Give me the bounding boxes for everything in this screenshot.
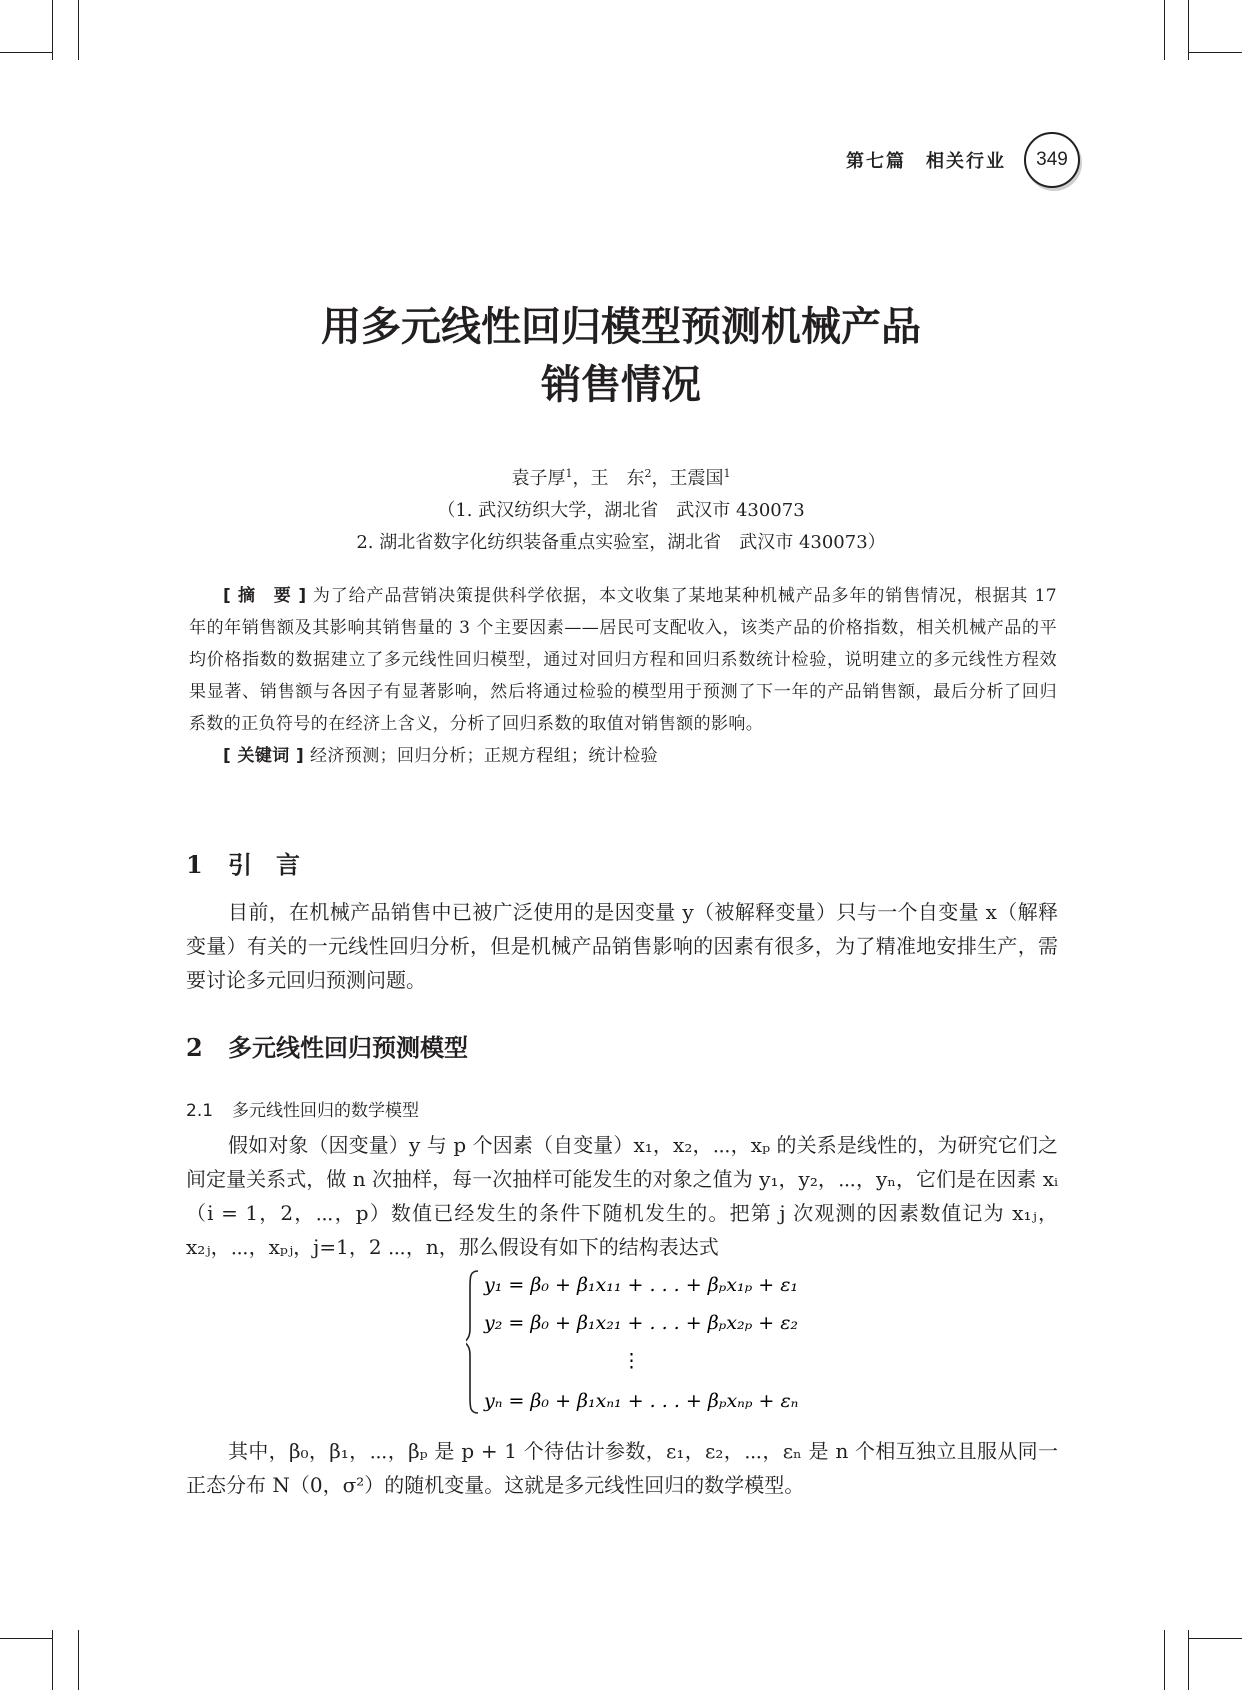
equation-row-n: yₙ = β₀ + β₁xₙ₁ + . . . + βₚxₙₚ + εₙ (484, 1390, 799, 1412)
keywords-line (189, 740, 1057, 772)
crop-mark-tl-v (52, 0, 53, 60)
authors-block (0, 458, 1242, 559)
abstract (189, 580, 1057, 772)
title-line-1: 用多元线性回归模型预测机械产品 (321, 304, 921, 350)
abstract-text: 为了给产品营销决策提供科学依据，本文收集了某地某种机械产品多年的销售情况，根据其 17 年的年销售额及其影响其销售量的 3 个主要因素——居民可支配收入，该类产品的价格指数，相关机械产品的平均价格指数的数据建立了多元线性回归模型，通过对回归方程和回归系数统计检验，说明建立的多元线性方程效果显著、销售额与各因子有显著影响，然后将通过检验的模型用于预测了下一年的产品销售额，最后分析了回归系数的正负符号的在经济上含义，分析了回归系数的取值对销售额的影响。 (189, 586, 1057, 734)
crop-mark-bl-v2 (78, 1630, 79, 1690)
abstract-label: [ 摘 要 ] (223, 586, 307, 606)
section-2-1-after-equation (186, 1434, 1058, 1502)
keywords-label: [ 关键词 ] (223, 746, 305, 766)
crop-mark-tl-v2 (78, 0, 79, 60)
section-2-1-after-paragraph: 其中，β₀，β₁，⋯，βₚ 是 p + 1 个待估计参数，ε₁，ε₂，⋯，εₙ 是 n 个相互独立且服从同一正态分布 N（0，σ²）的随机变量。这就是多元线性回归的数学模型。 (186, 1439, 1058, 1497)
page-number: 349 (1024, 132, 1080, 188)
section-1-body (186, 895, 1058, 997)
crop-mark-br-v2 (1188, 1630, 1189, 1690)
article-title (0, 298, 1242, 414)
title-line-2: 销售情况 (541, 362, 701, 408)
crop-mark-tr-h (1188, 52, 1242, 53)
section-2-1-paragraph: 假如对象（因变量）y 与 p 个因素（自变量）x₁，x₂，⋯，xₚ 的关系是线性的，为研究它们之间定量关系式，做 n 次抽样，每一次抽样可能发生的对象之值为 y₁，y₂，⋯，yₙ，它们是在因素 xᵢ（i = 1，2，⋯，p）数值已经发生的条件下随机发生的。把第 j 次观测的因素数值记为 x₁ⱼ，x₂ⱼ，⋯，xₚⱼ，j=1，2 ⋯，n，那么假设有如下的结构表达式 (186, 1133, 1058, 1259)
section-2-1-body (186, 1128, 1058, 1264)
keywords-text: 经济预测；回归分析；正规方程组；统计检验 (310, 746, 658, 766)
section-label: 第七篇 相关行业 (846, 151, 1006, 172)
section-1-paragraph: 目前，在机械产品销售中已被广泛使用的是因变量 y（被解释变量）只与一个自变量 x（解释变量）有关的一元线性回归分析，但是机械产品销售影响的因素有很多，为了精准地安排生产，需要讨论多元回归预测问题。 (186, 900, 1058, 992)
equation-row-ellipsis: ⋮ (622, 1350, 641, 1372)
section-2-heading: 2 多元线性回归预测模型 (186, 1033, 468, 1062)
equation-left-brace (466, 1271, 478, 1413)
crop-mark-bl-h (0, 1638, 52, 1639)
crop-mark-bl-v (52, 1630, 53, 1690)
regression-equation-system (466, 1267, 826, 1417)
crop-mark-tl-h (0, 52, 52, 53)
affiliation-1: （1. 武汉纺织大学，湖北省 武汉市 430073 (437, 500, 805, 521)
crop-mark-br-h (1188, 1638, 1242, 1639)
abstract-paragraph (189, 580, 1057, 740)
crop-mark-br-v (1164, 1630, 1165, 1690)
crop-mark-tr-v (1164, 0, 1165, 60)
author-names: 袁子厚$^1$，王 东$^2$，王震国$^1$ (511, 467, 731, 489)
equation-row-1: y₁ = β₀ + β₁x₁₁ + . . . + βₚx₁ₚ + ε₁ (484, 1274, 799, 1296)
section-1-heading: 1 引 言 (186, 850, 300, 879)
subsection-2-1-heading: 2.1 多元线性回归的数学模型 (186, 1101, 419, 1121)
crop-mark-tr-v2 (1188, 0, 1189, 60)
running-header (846, 132, 1080, 188)
affiliation-2: 2. 湖北省数字化纺织装备重点实验室，湖北省 武汉市 430073） (356, 532, 886, 553)
equation-row-2: y₂ = β₀ + β₁x₂₁ + . . . + βₚx₂ₚ + ε₂ (484, 1312, 799, 1334)
